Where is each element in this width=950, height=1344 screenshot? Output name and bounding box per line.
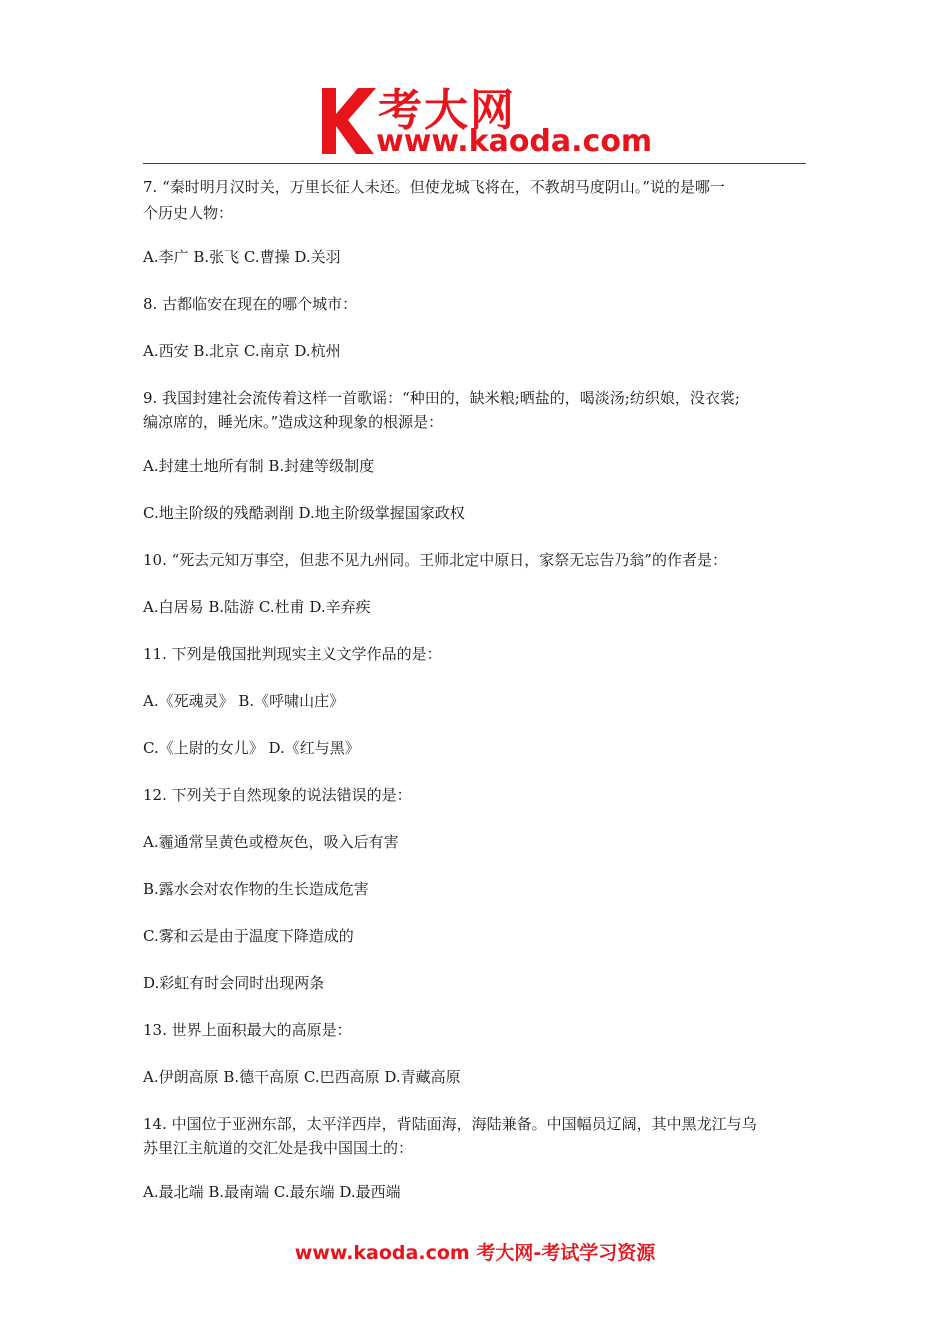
- question-8-options: A.西安 B.北京 C.南京 D.杭州: [143, 342, 341, 360]
- header-divider: [143, 163, 806, 164]
- question-14-options: A.最北端 B.最南端 C.最东端 D.最西端: [143, 1183, 401, 1201]
- page-header: [0, 0, 950, 165]
- question-9-line-2: 编凉席的，睡光床。”造成这种现象的根源是：: [143, 413, 444, 431]
- logo-k-icon: [318, 78, 378, 160]
- question-12-option-a: A.霾通常呈黄色或橙灰色，吸入后有害: [143, 833, 399, 851]
- question-12-option-b: B.露水会对农作物的生长造成危害: [143, 880, 369, 898]
- question-14-line-2: 苏里江主航道的交汇处是我中国国土的：: [143, 1139, 414, 1157]
- kaoda-logo[interactable]: [318, 78, 653, 160]
- question-13-line-1: 13. 世界上面积最大的高原是：: [143, 1021, 352, 1039]
- question-10-line-1: 10. “死去元知万事空，但悲不见九州同。王师北定中原日，家祭无忘告乃翁”的作者是：: [143, 551, 727, 569]
- logo-url: www.kaoda.com: [376, 124, 653, 159]
- question-7-options: A.李广 B.张飞 C.曹操 D.关羽: [143, 248, 341, 266]
- question-9-option-row-1: A.封建土地所有制 B.封建等级制度: [143, 457, 375, 475]
- footer-url[interactable]: www.kaoda.com: [294, 1242, 470, 1264]
- question-12-option-d: D.彩虹有时会同时出现两条: [143, 974, 325, 992]
- question-10-options: A.白居易 B.陆游 C.杜甫 D.辛弃疾: [143, 598, 371, 616]
- question-13-options: A.伊朗高原 B.德干高原 C.巴西高原 D.青藏高原: [143, 1068, 461, 1086]
- question-12-line-1: 12. 下列关于自然现象的说法错误的是：: [143, 786, 412, 804]
- question-7-line-1: 7. “秦时明月汉时关，万里长征人未还。但使龙城飞将在，不教胡马度阴山。”说的是哪一: [143, 178, 725, 196]
- question-7-line-2: 个历史人物：: [143, 204, 234, 222]
- footer-text: 考大网-考试学习资源: [476, 1242, 656, 1264]
- question-14-line-1: 14. 中国位于亚洲东部，太平洋西岸，背陆面海，海陆兼备。中国幅员辽阔，其中黑龙江与乌: [143, 1115, 757, 1133]
- question-11-option-row-2: C.《上尉的女儿》 D.《红与黑》: [143, 739, 360, 757]
- page-footer: [0, 1238, 950, 1265]
- question-12-option-c: C.雾和云是由于温度下降造成的: [143, 927, 354, 945]
- question-11-option-row-1: A.《死魂灵》 B.《呼啸山庄》: [143, 692, 345, 710]
- question-9-option-row-2: C.地主阶级的残酷剥削 D.地主阶级掌握国家政权: [143, 504, 465, 522]
- question-11-line-1: 11. 下列是俄国批判现实主义文学作品的是：: [143, 645, 442, 663]
- question-9-line-1: 9. 我国封建社会流传着这样一首歌谣：“种田的，缺米粮;晒盐的，喝淡汤;纺织娘，没衣裳;: [143, 389, 740, 407]
- logo-chinese-name: 考大网: [378, 85, 516, 136]
- question-8-line-1: 8. 古都临安在现在的哪个城市：: [143, 295, 358, 313]
- question-list: [143, 176, 808, 1203]
